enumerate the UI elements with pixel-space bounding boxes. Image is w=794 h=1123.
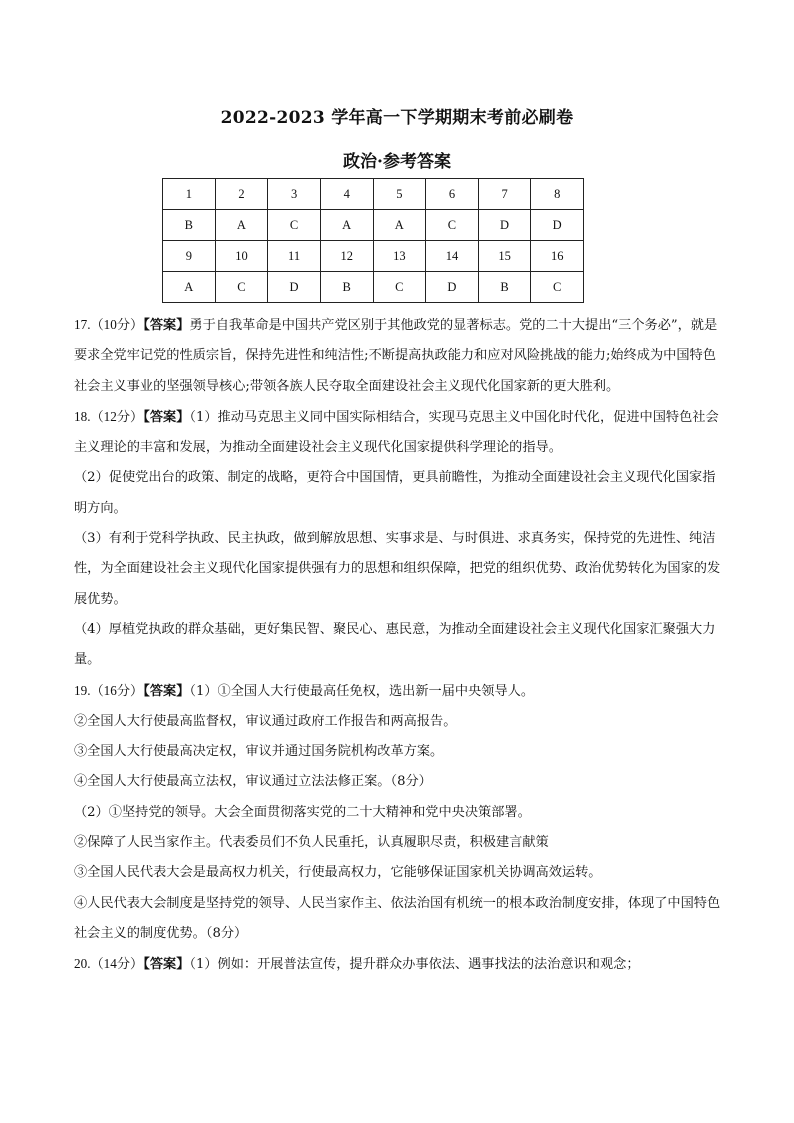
q18-answer-tag: 【答案】	[143, 409, 190, 425]
answer-table-cell: 12	[320, 241, 373, 272]
answer-table-cell: A	[215, 210, 268, 241]
q18-point-1: （1）推动马克思主义同中国实际相结合，实现马克思主义中国化时代化，促进中国特色社会主义理论的丰富和发展，为推动全面建设社会主义现代化国家提供科学理论的指导。	[74, 409, 719, 456]
answer-table-cell: B	[478, 272, 531, 303]
answer-table-cell: C	[268, 210, 321, 241]
q20-paragraph-1	[74, 949, 724, 980]
answer-table-cell: A	[373, 210, 426, 241]
document-title: 2022-2023 学年高一下学期期末考前必刷卷	[220, 108, 574, 128]
answer-table-cell: D	[426, 272, 479, 303]
answer-table-cell: 6	[426, 179, 479, 210]
answer-table-cell: D	[531, 210, 584, 241]
q17-number: 17.（10分）	[74, 317, 144, 332]
answer-table-cell: C	[531, 272, 584, 303]
answer-table-cell: 16	[531, 241, 584, 272]
q19-number: 19.（16分）	[74, 682, 144, 698]
answer-table-cell: 7	[478, 179, 531, 210]
q18-number: 18.（12分）	[74, 408, 144, 424]
answer-table-cell: 8	[531, 179, 584, 210]
q18-point-2: （2）促使党出台的政策、制定的战略，更符合中国国情，更具前瞻性，为推动全面建设社会主义现代化国家指明方向。	[74, 470, 716, 516]
q19-point-6: ②保障了人民当家作主。代表委员们不负人民重托，认真履职尽责，积极建言献策	[74, 835, 549, 851]
q19-paragraph-1	[74, 676, 724, 707]
answer-table-cell: 1	[163, 179, 216, 210]
q18-point-3: （3）有利于党科学执政、民主执政，做到解放思想、实事求是、与时俱进、求真务实，保持党的先进性、纯洁性，为全面建设社会主义现代化国家提供强有力的思想和组织保障，把党的组织优势、政治优势转化为国家的发展优势。	[74, 531, 721, 607]
answer-table-row	[163, 241, 584, 272]
answer-table-cell: 11	[268, 241, 321, 272]
q17-answer-tag: 【答案】	[143, 318, 190, 333]
q19-point-7: ③全国人民代表大会是最高权力机关，行使最高权力，它能够保证国家机关协调高效运转。	[74, 865, 602, 881]
answer-table-cell: C	[373, 272, 426, 303]
answer-table-row	[163, 210, 584, 241]
q18-paragraph-1	[74, 402, 724, 464]
answer-key-table	[162, 178, 584, 303]
q18-point-4: （4）厚植党执政的群众基础，更好集民智、聚民心、惠民意，为推动全面建设社会主义现代化国家汇聚强大力量。	[74, 621, 716, 668]
q19-point-8: ④人民代表大会制度是坚持党的领导、人民当家作主、依法治国有机统一的根本政治制度安排，体现了中国特色社会主义的制度优势。（8分）	[74, 895, 721, 941]
answer-table-cell: 10	[215, 241, 268, 272]
answer-table-cell: 5	[373, 179, 426, 210]
document-subtitle: 政治·参考答案	[343, 152, 451, 172]
q20-number: 20.（14分）	[74, 956, 144, 972]
q17-answer-text: 勇于自我革命是中国共产党区别于其他政党的显著标志。党的二十大提出“三个务必”，就是要求全党牢记党的性质宗旨，保持先进性和纯洁性;不断提高执政能力和应对风险挑战的能力;始终成为中国特色社会主义事业的坚强领导核心;带领各族人民夺取全面建设社会主义现代化国家新的更大胜利。	[74, 318, 718, 394]
answer-table-cell: C	[215, 272, 268, 303]
answer-table-row	[163, 272, 584, 303]
answer-table-cell: A	[163, 272, 216, 303]
answer-table-row	[163, 179, 584, 210]
q19-point-5: （2）①坚持党的领导。大会全面贯彻落实党的二十大精神和党中央决策部署。	[74, 804, 531, 820]
answer-table-cell: 2	[215, 179, 268, 210]
answer-table-cell: D	[268, 272, 321, 303]
q19-point-4: ④全国人大行使最高立法权，审议通过立法法修正案。（8分）	[74, 774, 432, 790]
answer-table-cell: C	[426, 210, 479, 241]
q20-point-1: （1）例如：开展普法宣传，提升群众办事依法、遇事找法的法治意识和观念；	[189, 957, 640, 973]
q19-point-2: ②全国人大行使最高监督权，审议通过政府工作报告和两高报告。	[74, 713, 457, 729]
q19-point-1: （1）①全国人大行使最高任免权，选出新一届中央领导人。	[189, 683, 535, 699]
answer-body	[74, 310, 724, 981]
answer-table-cell: 9	[163, 241, 216, 272]
answer-table-cell: D	[478, 210, 531, 241]
answer-table-cell: B	[163, 210, 216, 241]
answer-table-cell: 15	[478, 241, 531, 272]
answer-table-cell: B	[320, 272, 373, 303]
answer-table-cell: 4	[320, 179, 373, 210]
answer-table-cell: 3	[268, 179, 321, 210]
q17-paragraph	[74, 310, 724, 402]
answer-table-cell: A	[320, 210, 373, 241]
answer-table-cell: 14	[426, 241, 479, 272]
answer-table-cell: 13	[373, 241, 426, 272]
q20-answer-tag: 【答案】	[143, 957, 190, 973]
q19-answer-tag: 【答案】	[143, 683, 190, 699]
q19-point-3: ③全国人大行使最高决定权，审议并通过国务院机构改革方案。	[74, 744, 444, 760]
